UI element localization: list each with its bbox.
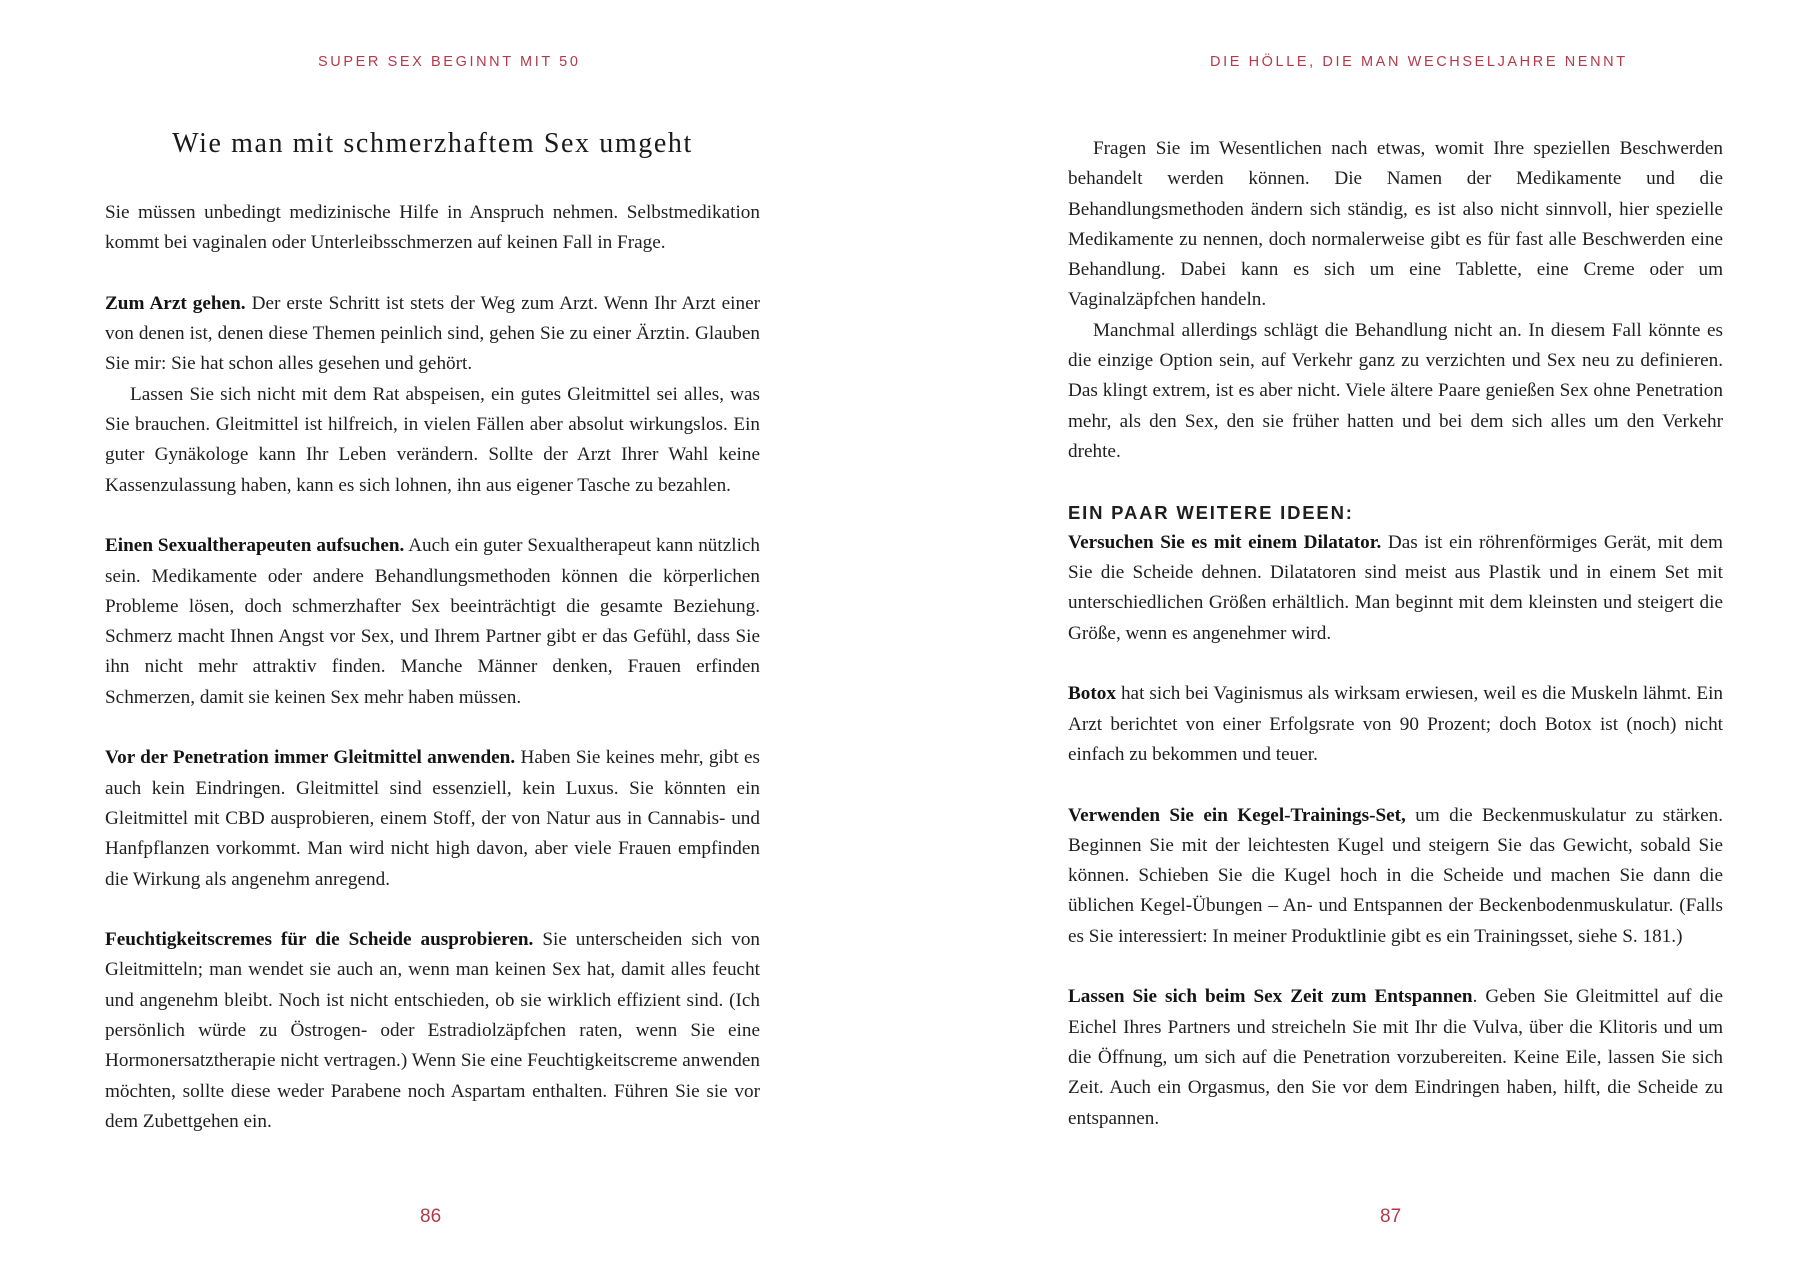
bold-lead-sexualtherapeut: Einen Sexualtherapeuten aufsuchen. [105,535,405,557]
paragraph-kegel [1068,801,1723,952]
intro-paragraph: Sie müssen unbedingt medizinische Hilfe in Anspruch nehmen. Selbstmedikation kommt bei vaginalen oder Unterleibsschmerzen auf keinen Fall in Frage. [105,202,760,254]
bold-lead-kegel: Verwenden Sie ein Kegel-Trainings-Set, [1068,804,1406,826]
paragraph-text: . Geben Sie Gleitmittel auf die Eichel Ihres Partners und streicheln Sie mit Ihr die Vulva, über die Klitoris und um die Öffnung, um sich auf die Penetration vorzubereiten. Keine Eile, lassen Sie sich Zeit. Auch ein Orgasmus, den Sie vor dem Eindringen haben, hilft, die Scheide zu entspannen. [1068,986,1723,1129]
paragraph-botox [1068,679,1723,770]
right-body-text [1068,134,1723,1134]
bold-lead-zum-arzt: Zum Arzt gehen. [105,292,246,314]
paragraph-text: Das ist ein röhrenförmiges Gerät, mit dem Sie die Scheide dehnen. Dilatatoren sind meist aus Plastik und in einem Set mit unterschiedlichen Größen erhältlich. Man beginnt mit dem kleinsten und steigert die Größe, wenn es angenehmer wird. [1068,531,1723,644]
paragraph-text: Sie unterscheiden sich von Gleitmitteln; man wendet sie auch an, wenn man keinen Sex hat, damit alles feucht und angenehm bleibt. Noch ist nicht entschieden, ob sie wirklich effizient sind. (Ich persönlich würde zu Östrogen- oder Estradiolzäpfchen raten, wenn Sie eine Hormonersatztherapie nicht vertragen.) Wenn Sie eine Feuchtigkeitscreme anwenden möchten, sollte diese weder Parabene noch Aspartam enthalten. Führen Sie sie vor dem Zubettgehen ein. [105,929,761,1132]
paragraph-feuchtigkeitscremes [105,925,760,1137]
running-head-right: DIE HÖLLE, DIE MAN WECHSELJAHRE NENNT [1210,54,1628,70]
paragraph-text: um die Beckenmuskulatur zu stärken. Beginnen Sie mit der leichtesten Kugel und steigern Sie das Gewicht, sobald Sie können. Schieben Sie die Kugel hoch in die Scheide und machen Sie dann die üblichen Kegel-Übungen – An- und Entspannen der Beckenbodenmuskulatur. (Falls es Sie interessiert: In meiner Produktlinie gibt es ein Trainingsset, siehe S. 181.) [1068,804,1723,947]
paragraph-behandlung: Manchmal allerdings schlägt die Behandlung nicht an. In diesem Fall könnte es die einzige Option sein, auf Verkehr ganz zu verzichten und Sex neu zu definieren. Das klingt extrem, ist es aber nicht. Viele ältere Paare genießen Sex ohne Penetration mehr, als den Sex, den sie früher hatten und bei dem sich alles um den Verkehr drehte. [1068,319,1723,462]
page-number-right: 87 [1380,1206,1402,1227]
bold-lead-gleitmittel: Vor der Penetration immer Gleitmittel anwenden. [105,747,516,769]
paragraph-beschwerden: Fragen Sie im Wesentlichen nach etwas, womit Ihre speziellen Beschwerden behandelt werden können. Die Namen der Medikamente und die Behandlungsmethoden ändern sich ständig, es ist also nicht sinnvoll, hier spezielle Medikamente zu nennen, doch normalerweise gibt es für fast alle Beschwerden eine Behandlung. Dabei kann es sich um eine Tablette, eine Creme oder um Vaginalzäpfchen handeln. [1068,138,1723,311]
running-head-left: SUPER SEX BEGINNT MIT 50 [318,54,581,70]
paragraph-gleitmittel [105,743,760,894]
right-page [902,0,1804,1280]
paragraph-sexualtherapeut [105,531,760,713]
paragraph-text: Haben Sie keines mehr, gibt es auch kein Eindringen. Gleitmittel sind essenziell, kein Luxus. Sie könnten ein Gleitmittel mit CBD ausprobieren, einem Stoff, der von Natur aus in Cannabis- und Hanfpflanzen vorkommt. Man wird nicht high davon, aber viele Frauen empfinden die Wirkung als angenehm anregend. [105,747,760,890]
paragraph-entspannen [1068,982,1723,1133]
paragraph-gleitmittel-rat: Lassen Sie sich nicht mit dem Rat abspeisen, ein gutes Gleitmittel sei alles, was Sie brauchen. Gleitmittel ist hilfreich, in vielen Fällen aber absolut wirkungslos. Ein guter Gynäkologe kann Ihr Leben verändern. Sollte der Arzt Ihrer Wahl keine Kassenzulassung haben, kann es sich lohnen, ihn aus eigener Tasche zu bezahlen. [105,383,760,496]
bold-lead-entspannen: Lassen Sie sich beim Sex Zeit zum Entspannen [1068,986,1473,1008]
page-number-left: 86 [420,1206,442,1227]
paragraph-dilatator [1068,528,1723,649]
paragraph-zum-arzt [105,289,760,380]
chapter-heading: Wie man mit schmerzhaftem Sex umgeht [172,128,693,159]
paragraph-text: hat sich bei Vaginismus als wirksam erwiesen, weil es die Muskeln lähmt. Ein Arzt berichtet von einer Erfolgsrate von 90 Prozent; doch Botox ist (noch) nicht einfach zu bekommen und teuer. [1068,683,1723,765]
bold-lead-feuchtigkeitscremes: Feuchtigkeitscremes für die Scheide ausprobieren. [105,929,534,951]
section-heading-ideen: EIN PAAR WEITERE IDEEN: [1068,501,1354,523]
paragraph-text: Auch ein guter Sexualtherapeut kann nützlich sein. Medikamente oder andere Behandlungsmethoden können die körperlichen Probleme lösen, doch schmerzhafter Sex beeinträchtigt die gesamte Beziehung. Schmerz macht Ihnen Angst vor Sex, und Ihrem Partner gibt er das Gefühl, dass Sie ihn nicht mehr attraktiv finden. Manche Männer denken, Frauen erfinden Schmerzen, damit sie keinen Sex mehr haben müssen. [105,535,761,708]
bold-lead-dilatator: Versuchen Sie es mit einem Dilatator. [1068,531,1382,553]
paragraph-text: Der erste Schritt ist stets der Weg zum Arzt. Wenn Ihr Arzt einer von denen ist, denen diese Themen peinlich sind, gehen Sie zu einer Ärztin. Glauben Sie mir: Sie hat schon alles gesehen und gehört. [105,292,760,375]
left-body-text [105,198,760,1137]
bold-lead-botox: Botox [1068,683,1116,705]
